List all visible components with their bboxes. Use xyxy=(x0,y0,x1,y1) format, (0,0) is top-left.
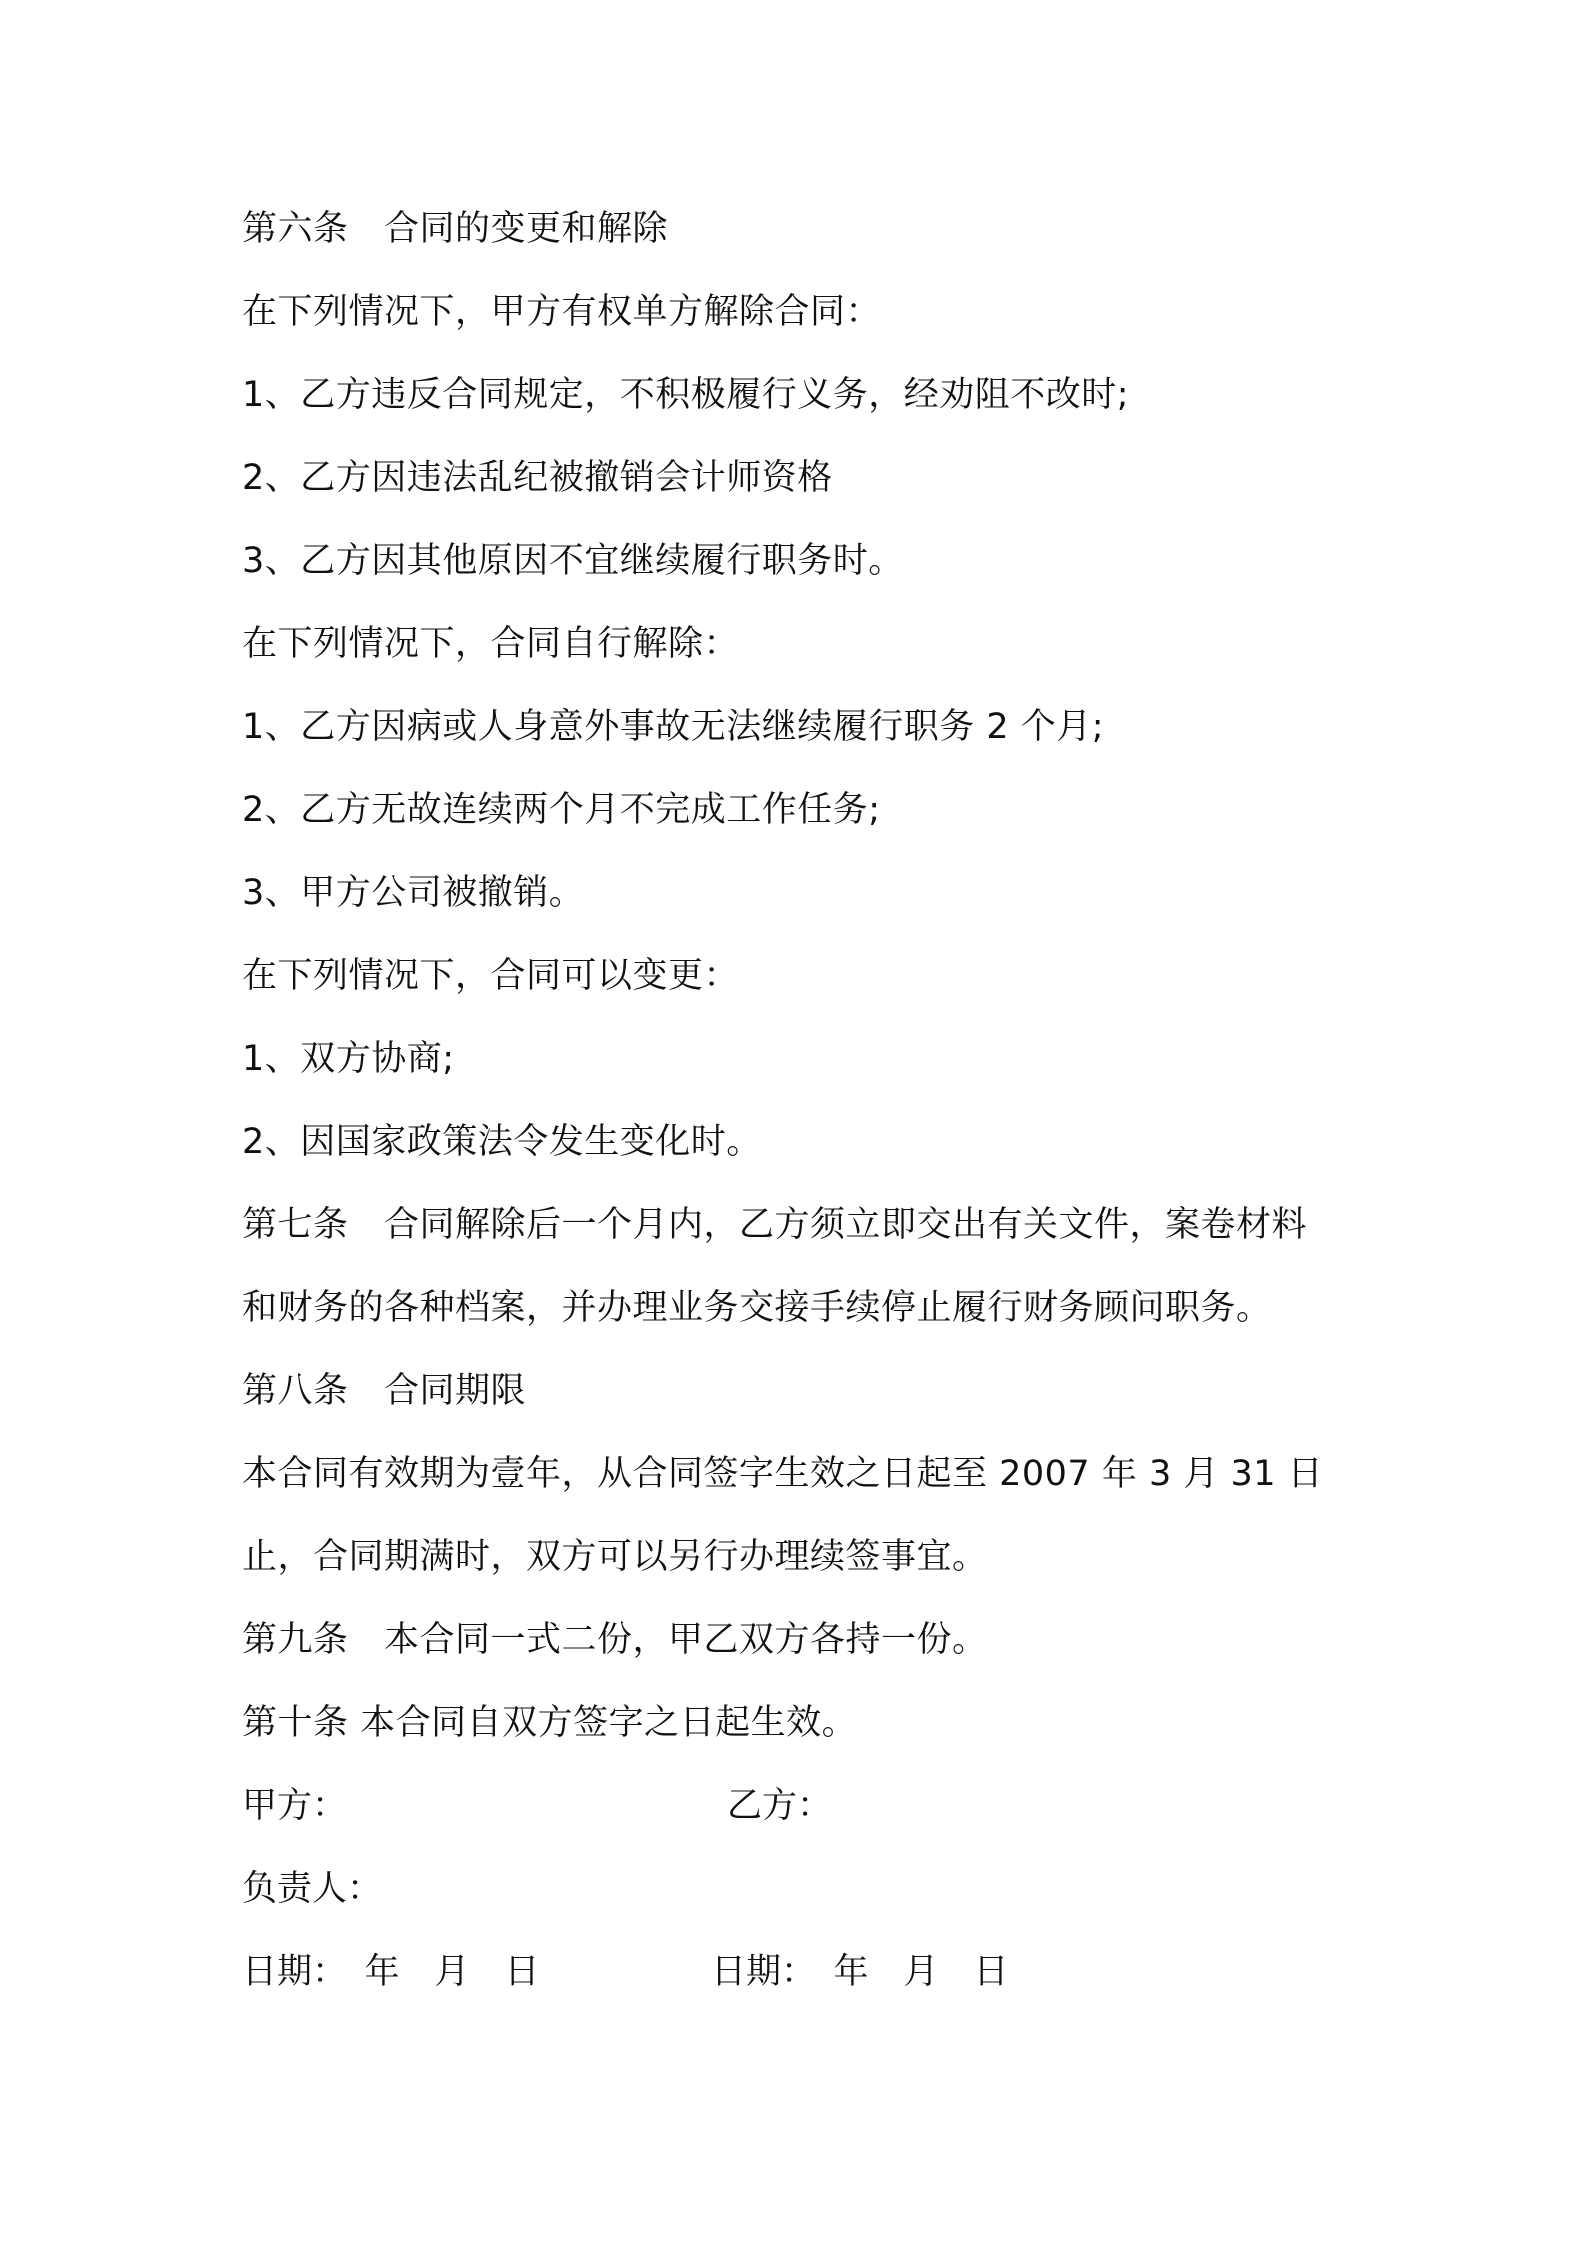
list-item: 1、乙方因病或人身意外事故无法继续履行职务 2 个月; xyxy=(242,707,1105,747)
party-b-date: 日期： 年 月 日 xyxy=(711,1952,1009,1992)
list-item: 2、乙方因违法乱纪被撤销会计师资格 xyxy=(242,458,833,498)
article-9-line: 第九条 本合同一式二份，甲乙双方各持一份。 xyxy=(242,1620,988,1660)
party-a-date: 日期： 年 月 日 xyxy=(242,1952,540,1992)
article-7-line: 第七条 合同解除后一个月内，乙方须立即交出有关文件，案卷材料 xyxy=(242,1205,1308,1245)
party-a-label: 甲方： xyxy=(242,1786,348,1826)
list-item: 2、乙方无故连续两个月不完成工作任务; xyxy=(242,790,881,830)
party-b-label: 乙方： xyxy=(727,1786,833,1826)
paragraph-line: 在下列情况下，合同可以变更： xyxy=(242,956,740,996)
list-item: 3、乙方因其他原因不宜继续履行职务时。 xyxy=(242,541,904,581)
list-item: 3、甲方公司被撤销。 xyxy=(242,873,585,913)
article-8-line: 止，合同期满时，双方可以另行办理续签事宜。 xyxy=(242,1537,988,1577)
list-item: 1、双方协商; xyxy=(242,1039,455,1079)
responsible-person-label: 负责人： xyxy=(242,1869,383,1909)
paragraph-line: 在下列情况下，合同自行解除： xyxy=(242,624,740,664)
list-item: 1、乙方违反合同规定，不积极履行义务，经劝阻不改时; xyxy=(242,375,1130,415)
list-item: 2、因国家政策法令发生变化时。 xyxy=(242,1122,762,1162)
article-7-line: 和财务的各种档案，并办理业务交接手续停止履行财务顾问职务。 xyxy=(242,1288,1272,1328)
article-8-line: 本合同有效期为壹年，从合同签字生效之日起至 2007 年 3 月 31 日 xyxy=(242,1454,1324,1494)
paragraph-line: 在下列情况下，甲方有权单方解除合同： xyxy=(242,292,882,332)
article-6-heading: 第六条 合同的变更和解除 xyxy=(242,209,669,249)
article-8-heading: 第八条 合同期限 xyxy=(242,1371,527,1411)
article-10-line: 第十条 本合同自双方签字之日起生效。 xyxy=(242,1703,858,1743)
